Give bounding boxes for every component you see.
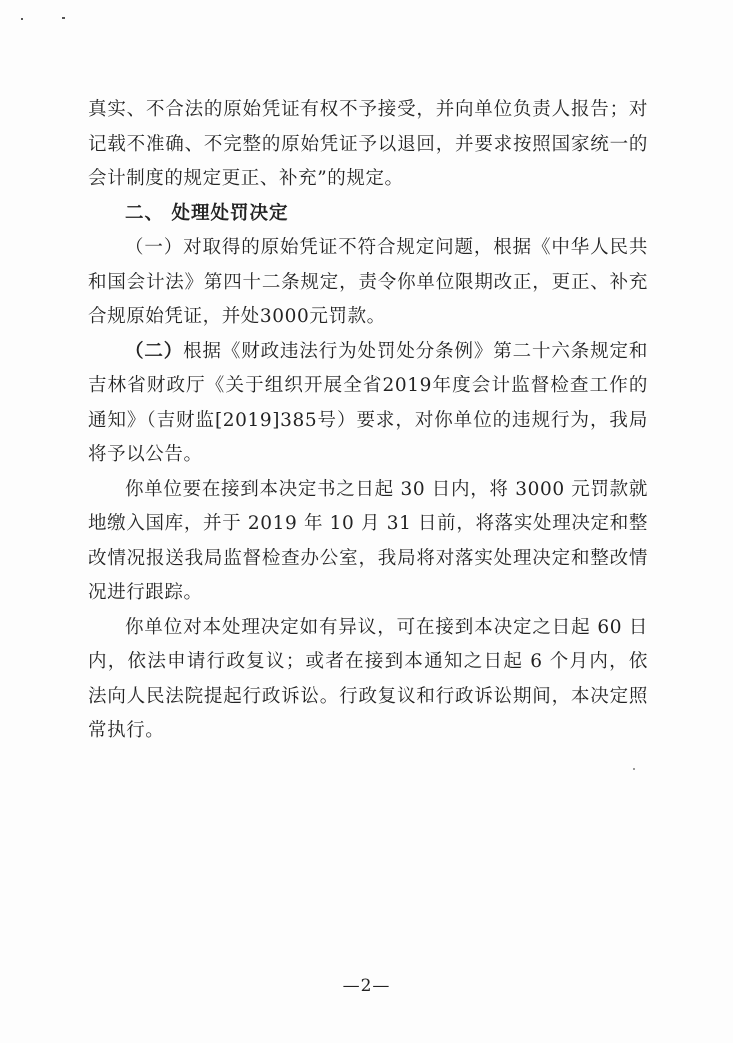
scan-speck — [21, 18, 23, 20]
page-number: —2— — [342, 976, 391, 996]
item-two-label: （二） — [125, 340, 184, 362]
paragraph-item-two — [88, 335, 648, 473]
paragraph-payment-deadline: 你单位要在接到本决定书之日起 30 日内，将 3000 元罚款就地缴入国库，并于 2019 年 10 月 31 日前，将落实处理决定和整改情况报送我局监督检查办公室，我局将对落实处理决定和整改情况进行跟踪。 — [88, 478, 648, 603]
document-body — [88, 93, 648, 749]
paragraph-item-one: （一）对取得的原始凭证不符合规定问题，根据《中华人民共和国会计法》第四十二条规定，责令你单位限期改正，更正、补充合规原始凭证，并处3000元罚款。 — [88, 237, 648, 327]
paragraph-continuation: 真实、不合法的原始凭证有权不予接受，并向单位负责人报告；对记载不准确、不完整的原始凭证予以退回，并要求按照国家统一的会计制度的规定更正、补充”的规定。 — [88, 99, 648, 189]
item-two-text: 根据《财政违法行为处罚处分条例》第二十六条规定和吉林省财政厅《关于组织开展全省2019年度会计监督检查工作的通知》（吉财监[2019]385号）要求，对你单位的违规行为，我局将予以公告。 — [88, 340, 648, 465]
section-heading-decision: 二、 处理处罚决定 — [125, 202, 289, 224]
scan-speck — [62, 17, 65, 19]
scan-speck — [633, 768, 635, 770]
paragraph-appeal-rights: 你单位对本处理决定如有异议，可在接到本决定之日起 60 日内，依法申请行政复议；或者在接到本通知之日起 6 个月内，依法向人民法院提起行政诉讼。行政复议和行政诉讼期间，本决定照常执行。 — [88, 616, 648, 741]
